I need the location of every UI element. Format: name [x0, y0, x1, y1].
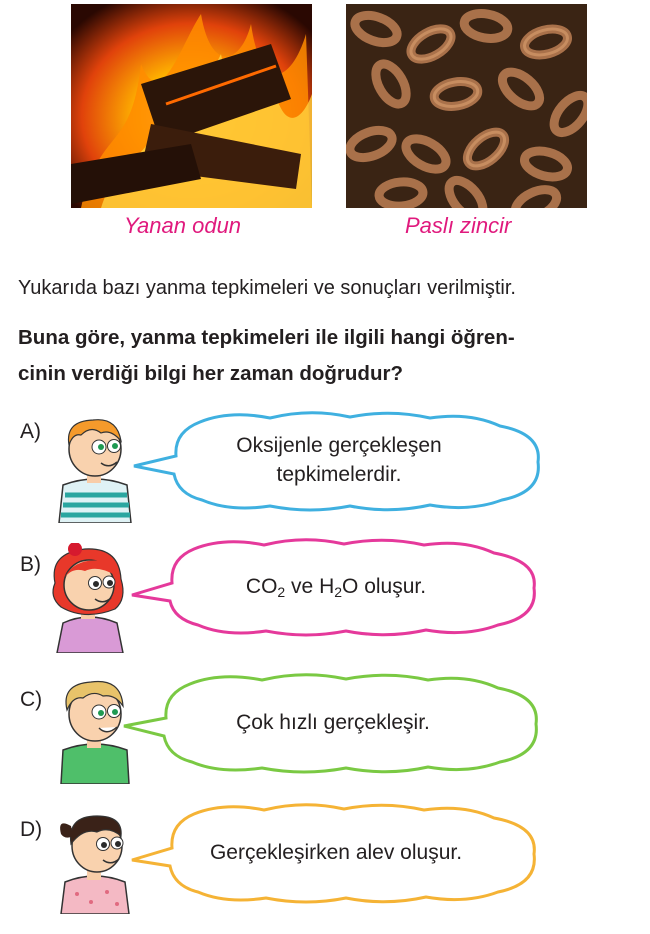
rusty-chain-caption: Paslı zincir [405, 213, 512, 238]
answer-bubble-b [128, 539, 544, 637]
option-a-letter: A) [20, 420, 41, 443]
answer-text-c: Çok hızlı gerçekleşir. [236, 711, 430, 734]
answer-b-tail: O oluşur. [342, 575, 427, 598]
option-b-letter: B) [20, 553, 41, 576]
answer-a-line-2: tepkimelerdir. [276, 463, 402, 486]
option-d-letter: D) [20, 818, 43, 841]
answer-bubble-a [130, 412, 548, 512]
girl-red-hair-character-icon [45, 543, 133, 653]
answer-text-d: Gerçekleşirken alev oluşur. [209, 841, 463, 864]
burning-wood-photo [71, 4, 312, 208]
burning-wood-caption: Yanan odun [124, 213, 242, 238]
question-line-2: cinin verdiği bilgi her zaman doğrudur? [18, 362, 403, 385]
answer-bubble-d [128, 804, 544, 904]
answer-b-subscript-1: 2 [277, 584, 286, 600]
option-c-letter: C) [20, 688, 43, 711]
answer-text-a [130, 431, 548, 489]
boy-character-icon [55, 415, 135, 523]
question-line-1: Buna göre, yanma tepkimeleri ile ilgili hangi öğren- [18, 326, 515, 349]
answer-text-b [128, 572, 544, 607]
girl-dark-hair-character-icon [55, 806, 135, 914]
answer-b-co: CO [245, 575, 278, 598]
answer-b-subscript-2: 2 [334, 584, 343, 600]
question-text [18, 320, 646, 392]
answer-a-line-1: Oksijenle gerçekleşen [236, 434, 442, 457]
answer-b-mid: ve H [285, 575, 335, 598]
intro-text: Yukarıda bazı yanma tepkimeleri ve sonuçları verilmiştir. [18, 277, 516, 299]
rusty-chain-photo [346, 4, 587, 208]
answer-bubble-c [120, 674, 546, 774]
